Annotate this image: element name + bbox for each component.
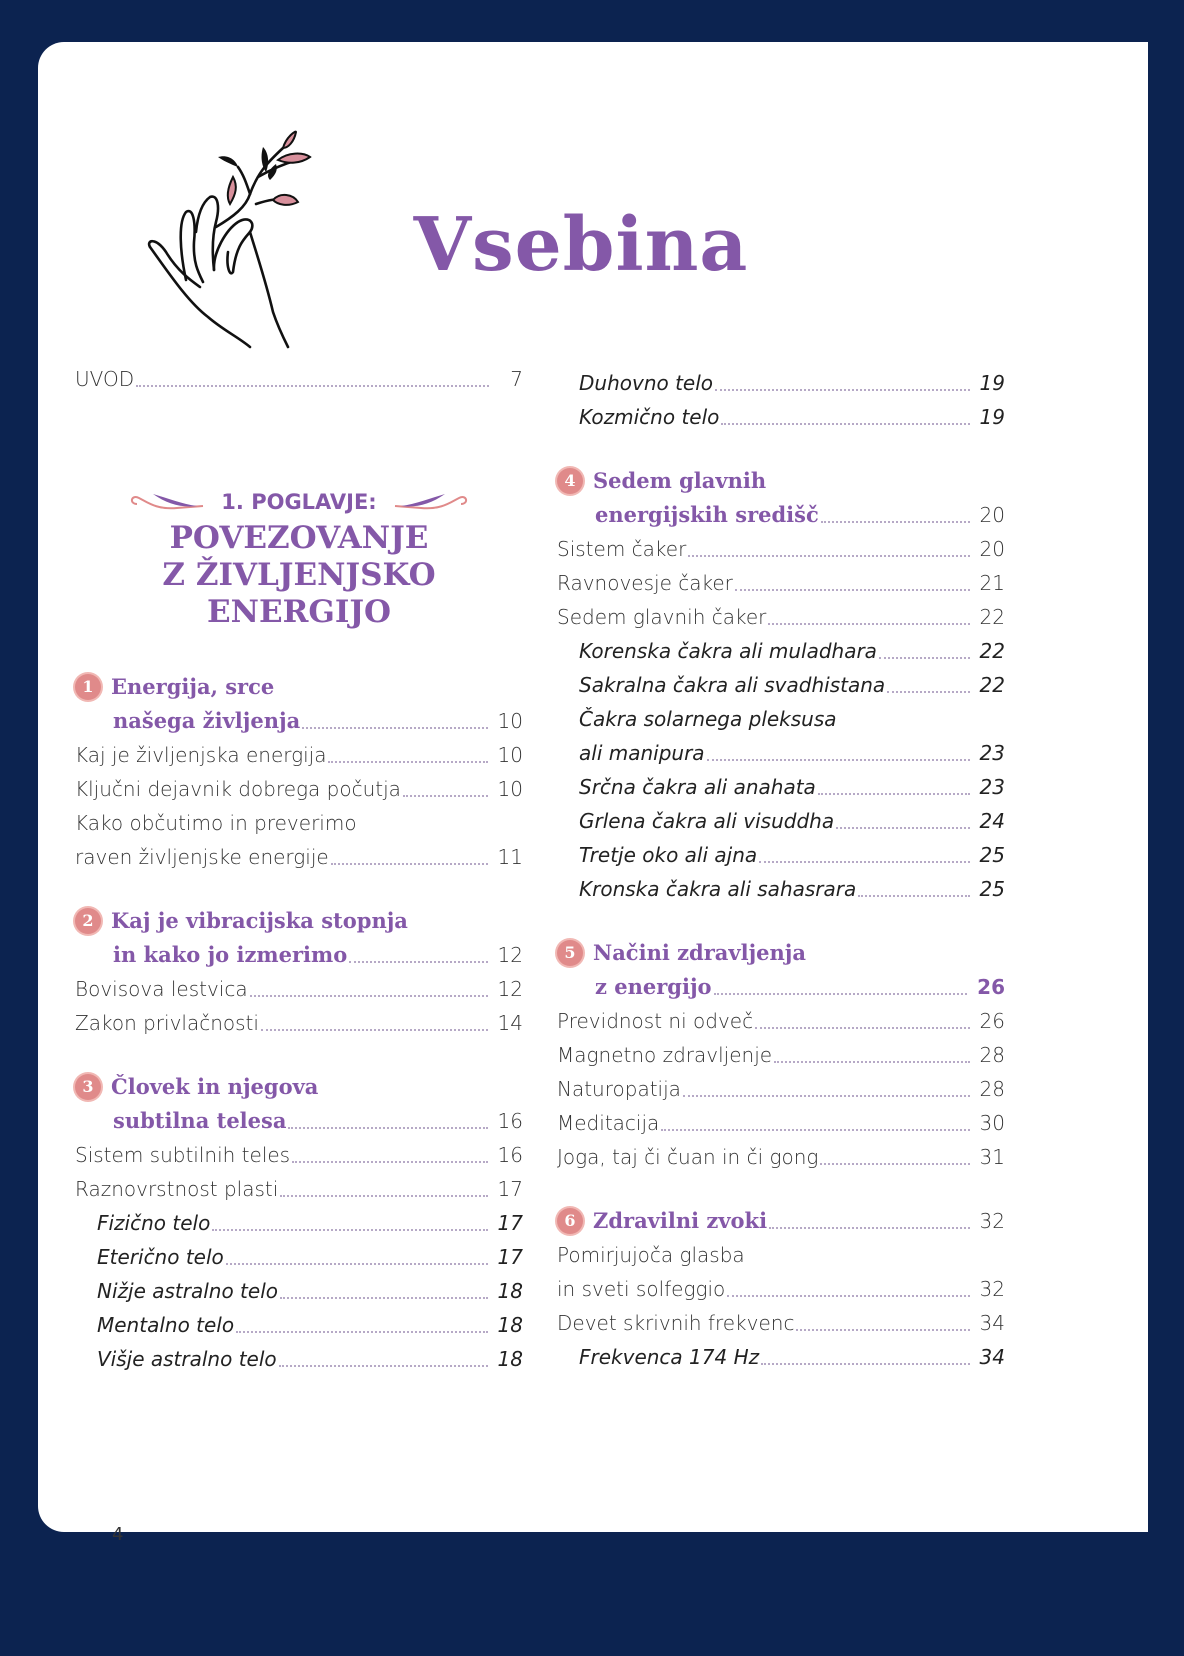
entry-page-number: 26 [977,975,1005,999]
section-number-badge: 3 [75,1074,101,1100]
page-number: 4 [112,1524,124,1545]
chapter-title-line: POVEZOVANJE [169,520,429,556]
chapter-title [75,520,523,631]
toc-line [557,464,1005,498]
toc-left-top [75,362,523,396]
toc-entry[interactable] [557,1106,1005,1140]
entry-text [579,634,877,668]
toc-line [557,1340,1005,1374]
entry-text [75,1070,318,1104]
entry-text [75,772,401,806]
toc-line [75,1172,523,1206]
entry-text [557,936,806,970]
entry-page-number: 16 [497,1143,523,1167]
entry-text [75,738,326,772]
entry-text [75,1172,278,1206]
entry-text [97,1206,210,1240]
dotted-leader [821,521,970,523]
toc-line [75,840,523,874]
entry-text [557,1004,753,1038]
toc-line [557,1238,1005,1272]
entry-text [557,566,733,600]
entry-text [579,872,856,906]
entry-text [75,972,248,1006]
entry-text [75,1006,259,1040]
chapter-label-row [75,490,523,514]
entry-text [97,1342,277,1376]
toc-line [557,1004,1005,1038]
entry-title-text: Nižje astralno telo [97,1279,278,1303]
toc-line [75,904,523,938]
entry-page-number: 22 [979,639,1005,663]
toc-line [557,872,1005,906]
entry-title-text: Kaj je vibracijska stopnja [111,908,408,933]
page-title: Vsebina [413,202,749,288]
toc-entry[interactable] [557,1004,1005,1038]
toc-entry[interactable] [557,936,1005,1004]
entry-page-number: 19 [979,405,1005,429]
section-number-badge: 5 [557,940,583,966]
entry-title-text: Kozmično telo [579,405,720,429]
entry-text [75,840,329,874]
entry-text [557,1072,681,1106]
entry-text [97,1274,278,1308]
toc-line [557,532,1005,566]
dotted-leader [769,1227,969,1229]
section-number-badge: 1 [75,674,101,700]
entry-page-number: 12 [497,977,523,1001]
entry-page-number: 18 [497,1313,523,1337]
entry-text [557,1038,772,1072]
right-ornament-icon [391,490,471,514]
entry-title-text: Korenska čakra ali muladhara [579,639,877,663]
entry-title-text: Mentalno telo [97,1313,235,1337]
toc-line [75,362,523,396]
entry-page-number: 17 [497,1245,523,1269]
dotted-leader [328,761,487,763]
toc-entry[interactable] [557,1140,1005,1174]
entry-text [75,1104,286,1138]
entry-text [579,770,816,804]
chapter-title-line: ENERGIJO [206,594,391,630]
toc-entry[interactable] [557,532,1005,566]
toc-line [557,804,1005,838]
toc-line [557,634,1005,668]
entry-title-text: Magnetno zdravljenje [557,1043,773,1067]
entry-page-number: 20 [979,503,1005,527]
entry-text [557,1204,767,1238]
dotted-leader [250,995,488,997]
entry-page-number: 22 [979,673,1005,697]
entry-page-number: 20 [979,537,1005,561]
toc-line [557,736,1005,770]
dotted-leader [727,1295,969,1297]
entry-title-text: Fizično telo [97,1211,211,1235]
dotted-leader [331,863,488,865]
entry-page-number: 22 [979,605,1005,629]
chapter-label: 1. POGLAVJE: [221,490,377,514]
entry-title-text: našega življenja [113,708,301,733]
toc-entry[interactable] [557,838,1005,872]
entry-text [557,600,766,634]
toc-entry[interactable] [75,738,523,772]
dotted-leader [715,389,970,391]
entry-title-text: energijskih središč [595,502,819,527]
dotted-leader [818,793,970,795]
toc-entry[interactable] [75,1206,523,1240]
entry-title-text: ali manipura [579,741,705,765]
entry-page-number: 28 [979,1043,1005,1067]
dotted-leader [236,1331,487,1333]
entry-title-text: Ravnovesje čaker [557,571,733,595]
dotted-leader [735,589,970,591]
toc-left-column [75,670,523,1376]
entry-page-number: 32 [979,1209,1005,1233]
dotted-leader [292,1161,487,1163]
toc-entry[interactable] [75,904,523,972]
toc-entry[interactable] [557,1306,1005,1340]
toc-line [557,498,1005,532]
entry-title-text: Srčna čakra ali anahata [579,775,816,799]
entry-text [557,498,819,532]
dotted-leader [212,1229,487,1231]
entry-page-number: 14 [497,1011,523,1035]
toc-line [557,1038,1005,1072]
entry-text [557,970,712,1004]
entry-page-number: 23 [979,741,1005,765]
entry-title-text: Tretje oko ali ajna [579,843,758,867]
toc-entry[interactable] [75,1138,523,1172]
dotted-leader [280,1297,488,1299]
entry-text [557,1272,725,1306]
dotted-leader [688,555,969,557]
toc-line [75,1006,523,1040]
entry-title-text: UVOD [75,367,135,391]
dotted-leader [261,1029,488,1031]
toc-line [557,400,1005,434]
toc-entry[interactable] [75,362,523,396]
entry-page-number: 18 [497,1347,523,1371]
entry-text [557,1306,794,1340]
toc-line [557,970,1005,1004]
toc-line [75,1070,523,1104]
entry-text [75,704,300,738]
entry-page-number: 24 [979,809,1005,833]
entry-page-number: 25 [979,877,1005,901]
toc-entry[interactable] [557,1238,1005,1306]
toc-line [557,566,1005,600]
entry-title-text: Ključni dejavnik dobrega počutja [75,777,401,801]
entry-title-text: in sveti solfeggio [557,1277,726,1301]
toc-line [557,936,1005,970]
entry-page-number: 17 [497,1211,523,1235]
toc-entry[interactable] [557,464,1005,532]
dotted-leader [279,1365,488,1367]
dotted-leader [661,1129,969,1131]
entry-title-text: Raznovrstnost plasti [75,1177,279,1201]
toc-line [75,806,523,840]
entry-page-number: 34 [979,1311,1005,1335]
entry-page-number: 10 [497,743,523,767]
entry-title-text: Človek in njegova [111,1074,319,1099]
entry-title-text: Sistem subtilnih teles [75,1143,291,1167]
left-ornament-icon [127,490,207,514]
dotted-leader [858,895,969,897]
toc-line [75,972,523,1006]
toc-entry[interactable] [75,670,523,738]
entry-title-text: in kako jo izmerimo [113,942,348,967]
entry-title-text: Meditacija [557,1111,660,1135]
entry-page-number: 26 [979,1009,1005,1033]
toc-entry[interactable] [557,804,1005,838]
entry-page-number: 32 [979,1277,1005,1301]
toc-line [75,938,523,972]
toc-entry[interactable] [75,772,523,806]
toc-entry[interactable] [75,1070,523,1138]
toc-line [75,1308,523,1342]
document-page [38,42,1148,1545]
toc-entry[interactable] [557,600,1005,634]
entry-title-text: Sedem glavnih [593,468,767,493]
entry-text [557,532,686,566]
entry-title-text: Grlena čakra ali visuddha [579,809,835,833]
dotted-leader [714,993,968,995]
entry-page-number: 16 [497,1109,523,1133]
entry-title-text: Previdnost ni odveč [557,1009,754,1033]
entry-text [579,1340,759,1374]
entry-title-text: Bovisova lestvica [75,977,248,1001]
entry-page-number: 31 [979,1145,1005,1169]
entry-page-number: 23 [979,775,1005,799]
entry-title-text: Frekvenca 174 Hz [579,1345,760,1369]
dotted-leader [879,657,970,659]
section-number-badge: 2 [75,908,101,934]
entry-text [75,362,134,396]
toc-line [557,1272,1005,1306]
entry-page-number: 25 [979,843,1005,867]
toc-line [557,1306,1005,1340]
dotted-leader [226,1263,488,1265]
entry-page-number: 10 [497,709,523,733]
toc-line [75,1138,523,1172]
toc-entry[interactable] [75,1240,523,1274]
entry-title-text: Energija, srce [111,674,275,699]
entry-text [579,736,705,770]
entry-page-number: 30 [979,1111,1005,1135]
toc-line [557,770,1005,804]
toc-line [75,1206,523,1240]
entry-text [75,670,274,704]
entry-page-number: 19 [979,371,1005,395]
entry-title-text: Kaj je življenjska energija [75,743,327,767]
entry-text [579,838,757,872]
toc-line [557,1106,1005,1140]
toc-entry[interactable] [557,872,1005,906]
dotted-leader [707,759,970,761]
dotted-leader [683,1095,970,1097]
toc-entry[interactable] [557,668,1005,702]
entry-title-text: Čakra solarnega pleksusa [579,707,837,731]
entry-text [557,1238,745,1272]
toc-entry[interactable] [557,1340,1005,1374]
toc-entry[interactable] [75,972,523,1006]
entry-text [97,1308,234,1342]
toc-entry[interactable] [557,702,1005,770]
entry-title-text: Kako občutimo in preverimo [75,811,357,835]
entry-text [579,702,837,736]
toc-entry[interactable] [75,1006,523,1040]
toc-entry[interactable] [75,1274,523,1308]
dotted-leader [302,727,487,729]
entry-title-text: Višje astralno telo [97,1347,277,1371]
dotted-leader [721,423,969,425]
dotted-leader [774,1061,969,1063]
entry-page-number: 10 [497,777,523,801]
entry-title-text: Načini zdravljenja [593,940,807,965]
entry-page-number: 18 [497,1279,523,1303]
toc-right-column [557,366,1005,1374]
toc-line [75,1240,523,1274]
entry-text [579,804,834,838]
entry-title-text: Sistem čaker [557,537,687,561]
entry-text [557,464,766,498]
dotted-leader [820,1163,969,1165]
toc-entry[interactable] [557,634,1005,668]
entry-text [75,904,408,938]
entry-title-text: Zakon privlačnosti [75,1011,259,1035]
section-number-badge: 4 [557,468,583,494]
toc-entry[interactable] [557,1204,1005,1238]
entry-page-number: 21 [979,571,1005,595]
chapter-heading [75,490,523,631]
dotted-leader [403,795,488,797]
section-number-badge: 6 [557,1208,583,1234]
dotted-leader [136,385,489,387]
entry-title-text: Naturopatija [557,1077,681,1101]
toc-line [75,772,523,806]
entry-title-text: Joga, taj či čuan in či gong [557,1145,819,1169]
entry-text [75,1138,290,1172]
toc-entry[interactable] [557,770,1005,804]
entry-text [557,1140,818,1174]
toc-line [557,702,1005,736]
entry-text [75,938,347,972]
entry-title-text: Pomirjujoča glasba [557,1243,745,1267]
dotted-leader [768,623,969,625]
toc-line [75,1274,523,1308]
entry-title-text: Kronska čakra ali sahasrara [579,877,857,901]
toc-entry[interactable] [557,400,1005,434]
dotted-leader [796,1329,969,1331]
chapter-title-line: Z ŽIVLJENJSKO [162,557,436,593]
toc-line [75,704,523,738]
entry-title-text: Sakralna čakra ali svadhistana [579,673,886,697]
toc-entry[interactable] [75,1172,523,1206]
dotted-leader [349,961,487,963]
entry-page-number: 17 [497,1177,523,1201]
toc-line [75,670,523,704]
toc-entry[interactable] [557,566,1005,600]
toc-entry[interactable] [75,806,523,874]
toc-line [557,668,1005,702]
entry-title-text: z energijo [595,974,712,999]
dotted-leader [836,827,969,829]
toc-entry[interactable] [75,1308,523,1342]
toc-entry[interactable] [557,366,1005,400]
toc-line [557,366,1005,400]
toc-line [75,1104,523,1138]
entry-title-text: Devet skrivnih frekvenc [557,1311,795,1335]
dotted-leader [755,1027,969,1029]
toc-entry[interactable] [75,1342,523,1376]
toc-line [557,838,1005,872]
dotted-leader [761,1363,969,1365]
entry-text [97,1240,224,1274]
entry-title-text: subtilna telesa [113,1108,287,1133]
entry-title-text: raven življenjske energije [75,845,329,869]
entry-text [579,400,719,434]
toc-line [557,1072,1005,1106]
entry-text [557,1106,659,1140]
toc-line [557,600,1005,634]
entry-title-text: Zdravilni zvoki [593,1208,768,1233]
dotted-leader [280,1195,487,1197]
dotted-leader [887,691,969,693]
dotted-leader [759,861,969,863]
dotted-leader [288,1127,487,1129]
entry-page-number: 28 [979,1077,1005,1101]
toc-line [557,1140,1005,1174]
entry-page-number: 11 [497,845,523,869]
entry-text [579,668,885,702]
toc-entry[interactable] [557,1038,1005,1072]
entry-text [579,366,713,400]
entry-page-number: 7 [510,367,523,391]
entry-title-text: Duhovno telo [579,371,714,395]
entry-title-text: Sedem glavnih čaker [557,605,767,629]
entry-title-text: Eterično telo [97,1245,224,1269]
toc-line [75,1342,523,1376]
toc-line [75,738,523,772]
entry-page-number: 34 [979,1345,1005,1369]
entry-page-number: 12 [497,943,523,967]
toc-entry[interactable] [557,1072,1005,1106]
entry-text [75,806,357,840]
toc-line [557,1204,1005,1238]
